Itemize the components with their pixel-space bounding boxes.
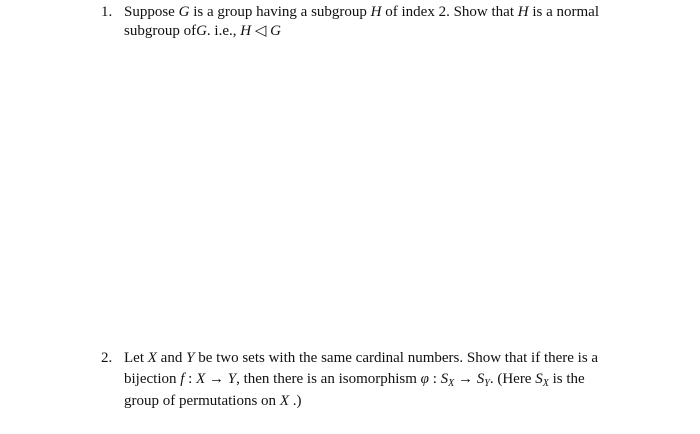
- text-run: Suppose: [124, 4, 179, 20]
- math-variable: H: [240, 23, 252, 39]
- text-run: . (Here: [489, 371, 536, 387]
- problem-number: 1.: [101, 4, 113, 20]
- text-run: . i.e.,: [206, 23, 241, 39]
- math-variable: X: [147, 350, 157, 366]
- math-subscript: X: [542, 378, 549, 389]
- problem-1-line-2: [124, 21, 281, 41]
- text-run: is a normal: [528, 4, 600, 20]
- math-variable: S: [476, 371, 485, 387]
- problem-number: 2.: [101, 350, 113, 366]
- math-variable: H: [517, 4, 529, 20]
- problem-2-line-2: [124, 369, 585, 391]
- text-run: and: [156, 350, 187, 366]
- text-run: is a group having a subgroup: [189, 4, 371, 20]
- math-symbol: :: [428, 371, 441, 387]
- math-symbol: →: [454, 371, 477, 387]
- text-run: group of permutations on: [124, 393, 280, 409]
- math-variable: S: [535, 371, 543, 387]
- math-symbol: :: [184, 371, 197, 387]
- problem-2-line-1: [124, 348, 598, 368]
- text-run: is the: [548, 371, 585, 387]
- math-variable: f: [180, 371, 185, 387]
- math-variable: G: [270, 23, 281, 39]
- math-variable: φ: [420, 371, 429, 387]
- text-run: bijection: [124, 371, 181, 387]
- text-run: Let: [124, 350, 148, 366]
- math-variable: Y: [227, 371, 237, 387]
- text-run: .): [288, 393, 302, 409]
- math-variable: S: [440, 371, 449, 387]
- problem-2-line-3: [124, 391, 301, 411]
- text-run: of index 2. Show that: [381, 4, 518, 20]
- math-symbol: ◁: [251, 23, 271, 39]
- text-run: , then there is an isomorphism: [236, 371, 421, 387]
- math-variable: G: [178, 4, 190, 20]
- problem-1-line-1: [124, 2, 599, 22]
- math-variable: G: [196, 23, 207, 39]
- math-subscript: Y: [484, 378, 490, 389]
- text-run: subgroup of: [124, 23, 197, 39]
- math-variable: Y: [186, 350, 195, 366]
- text-run: be two sets with the same cardinal numbers. Show that if there is a: [194, 350, 599, 366]
- math-variable: X: [279, 393, 289, 409]
- math-variable: X: [196, 371, 206, 387]
- math-subscript: X: [448, 378, 455, 389]
- math-symbol: →: [205, 371, 228, 387]
- math-variable: H: [370, 4, 382, 20]
